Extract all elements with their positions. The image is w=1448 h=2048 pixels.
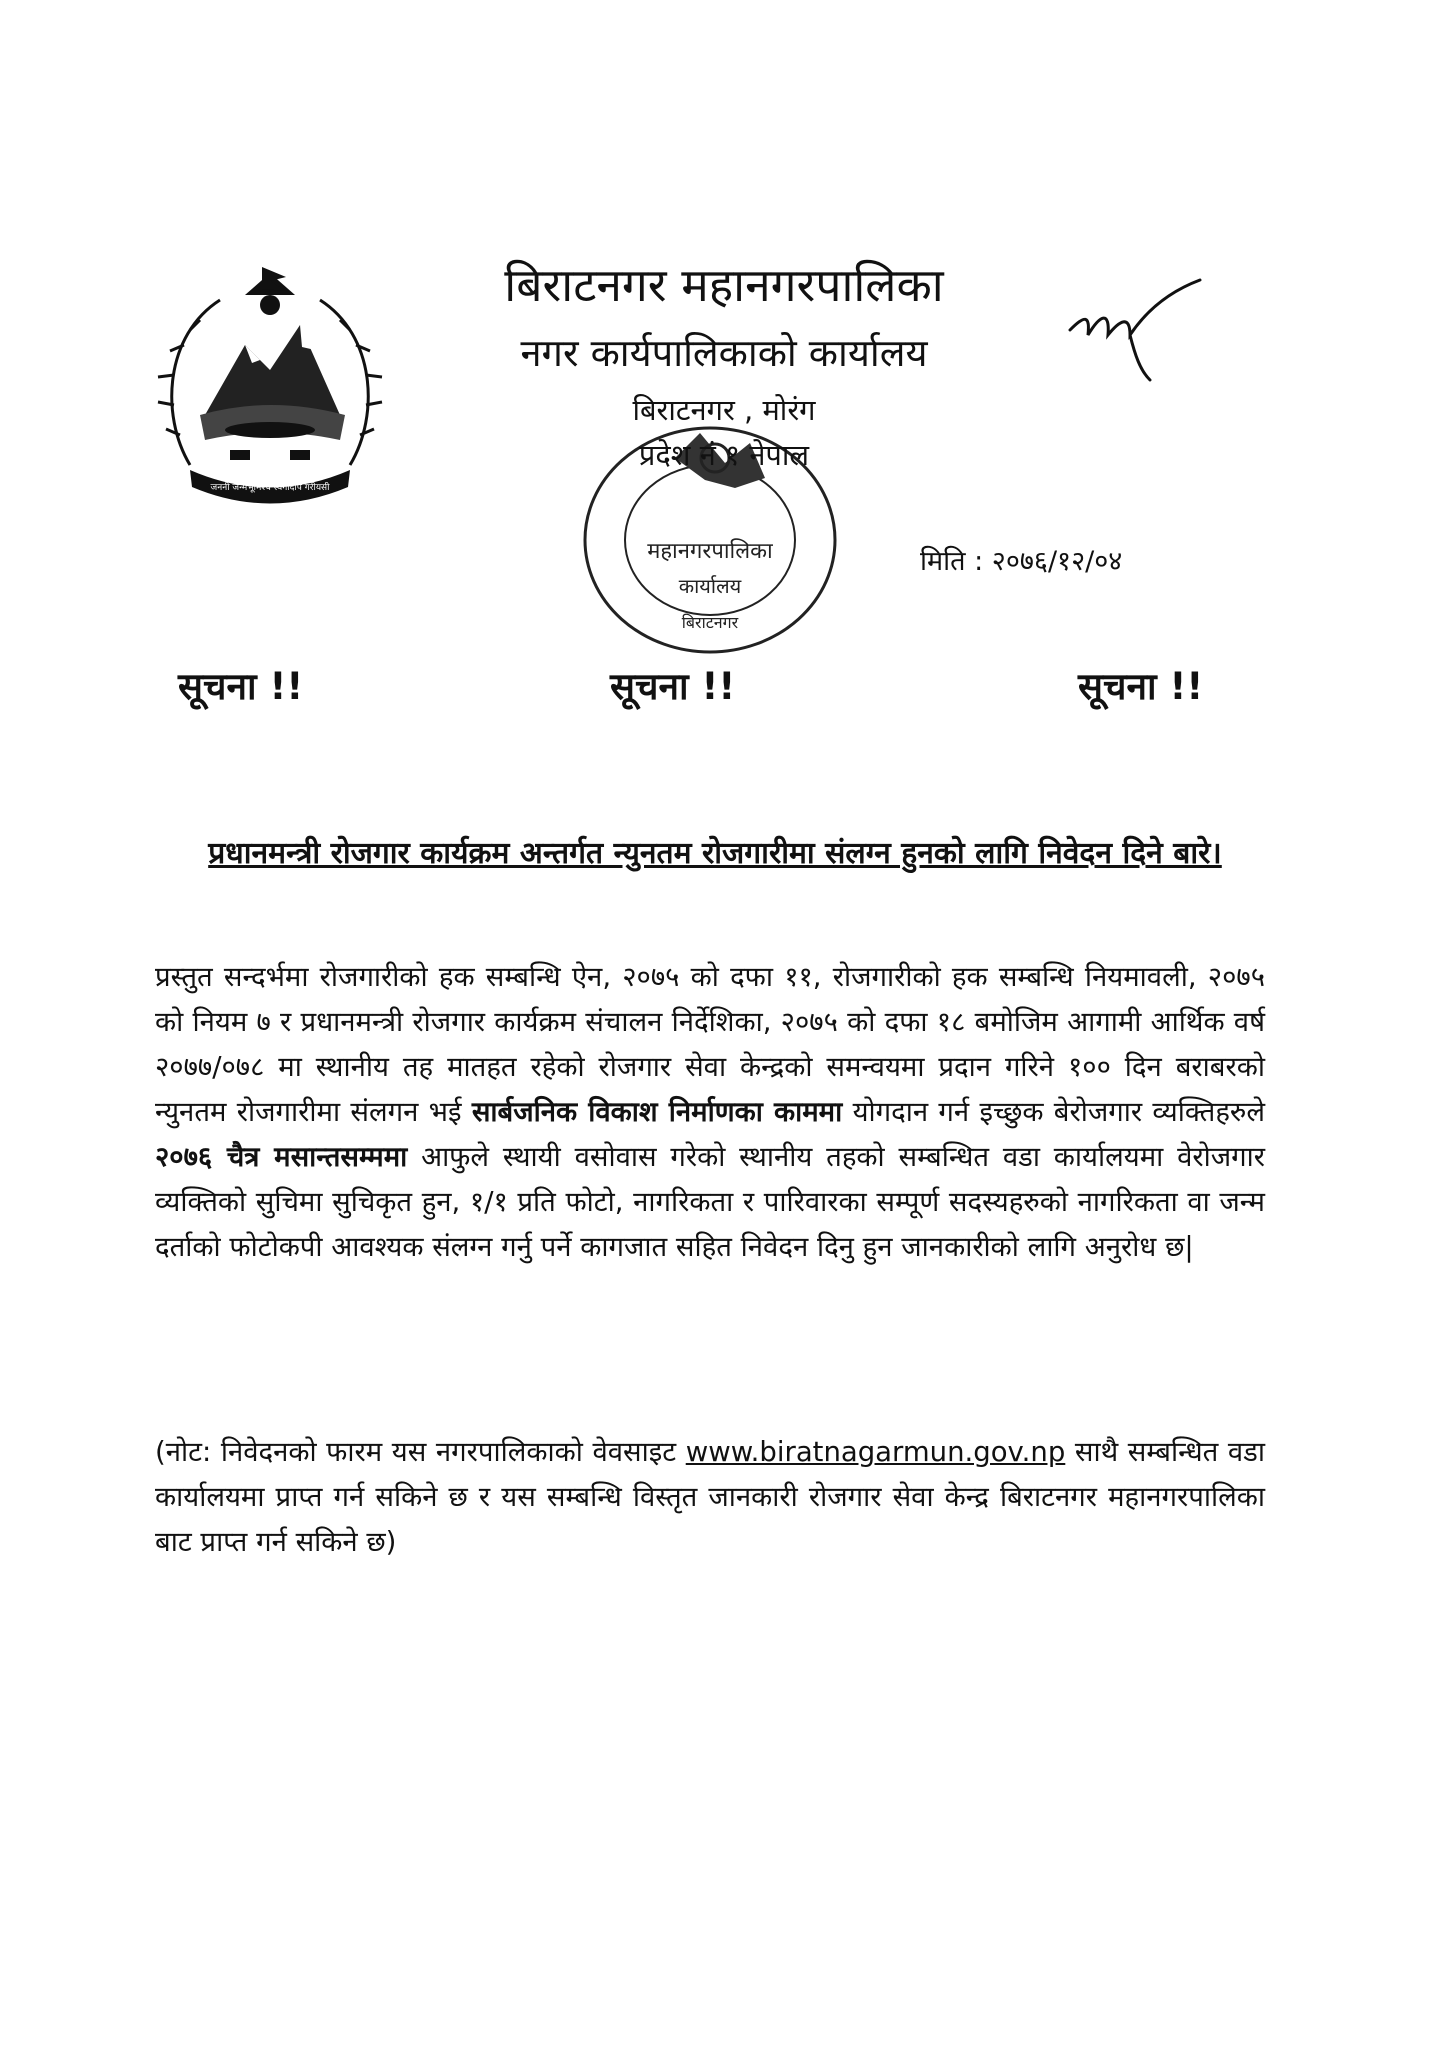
notice-heading-right: सूचना !! bbox=[1078, 665, 1204, 708]
province-line: प्रदेश नं १ नेपाल bbox=[638, 438, 810, 472]
notice-heading-center: सूचना !! bbox=[610, 665, 736, 708]
note-text: साथै सम्बन्धित वडा कार्यालयमा प्राप्त गर्न सकिने छ र यस सम्बन्धि विस्तृत जानकारी रोजगार सेवा केन्द्र बिराटनगर महानगरपालिका बाट प्राप्त गर्न सकिने छ) bbox=[155, 1436, 1266, 1558]
website-link[interactable]: www.biratnagarmun.gov.np bbox=[685, 1436, 1066, 1468]
notice-subject: प्रधानमन्त्री रोजगार कार्यक्रम अन्तर्गत न्युनतम रोजगारीमा संलग्न हुनको लागि निवेदन दिने बारे। bbox=[208, 836, 1222, 871]
svg-text:बिराटनगर: बिराटनगर bbox=[681, 613, 739, 632]
svg-text:कार्यालय: कार्यालय bbox=[678, 574, 742, 598]
notice-heading-left: सूचना !! bbox=[178, 665, 304, 708]
body-text: योगदान गर्न इच्छुक बेरोजगार व्यक्तिहरुले bbox=[852, 1096, 1266, 1128]
notice-date: मिति : २०७६/१२/०४ bbox=[920, 546, 1123, 577]
office-location: बिराटनगर , मोरंग bbox=[632, 393, 816, 427]
body-emphasis: सार्बजनिक विकाश निर्माणका काममा bbox=[471, 1096, 843, 1128]
deadline-emphasis: २०७६ चैत्र मसान्तसम्ममा bbox=[155, 1141, 408, 1173]
body-text: प्रस्तुत सन्दर्भमा रोजगारीको हक सम्बन्धि ऐन, २०७५ को दफा ११, रोजगारीको हक सम्बन्धि नियमावली, २०७५ को नियम ७ र प्रधानमन्त्री रोजगार कार्यक्रम संचालन निर्देशिका, २०७५ को दफा १८ बमोजिम आगामी आर्थिक वर्ष २०७७/०७८ मा स्थानीय तह मातहत रहेको रोजगार सेवा केन्द्रको समन्वयमा प्रदान गरिने १०० दिन बराबरको न्युनतम रोजगारीमा संलगन भई bbox=[155, 961, 1265, 1128]
body-paragraph bbox=[155, 955, 1265, 1270]
svg-text:जननी जन्मभूमिश्च स्वर्गादपि गर: जननी जन्मभूमिश्च स्वर्गादपि गरीयसी bbox=[210, 483, 330, 493]
body-text: आफुले स्थायी वसोवास गरेको स्थानीय तहको सम्बन्धित वडा कार्यालयमा वेरोजगार व्यक्तिको सुचिमा सुचिकृत हुन, १/१ प्रति फोटो, नागरिकता र पारिवारका सम्पूर्ण सदस्यहरुको नागरिकता वा जन्म दर्ताको फोटोकपी आवश्यक संलग्न गर्नु पर्ने कागजात सहित निवेदन दिनु हुन जानकारीको लागि अनुरोध छ| bbox=[155, 1141, 1265, 1263]
note-paragraph bbox=[155, 1430, 1265, 1565]
note-text: (नोट: निवेदनको फारम यस नगरपालिकाको वेवसाइट bbox=[155, 1436, 677, 1468]
office-name: नगर कार्यपालिकाको कार्यालय bbox=[520, 331, 928, 375]
svg-text:महानगरपालिका: महानगरपालिका bbox=[647, 539, 773, 564]
organization-name: बिराटनगर महानगरपालिका bbox=[504, 258, 944, 312]
